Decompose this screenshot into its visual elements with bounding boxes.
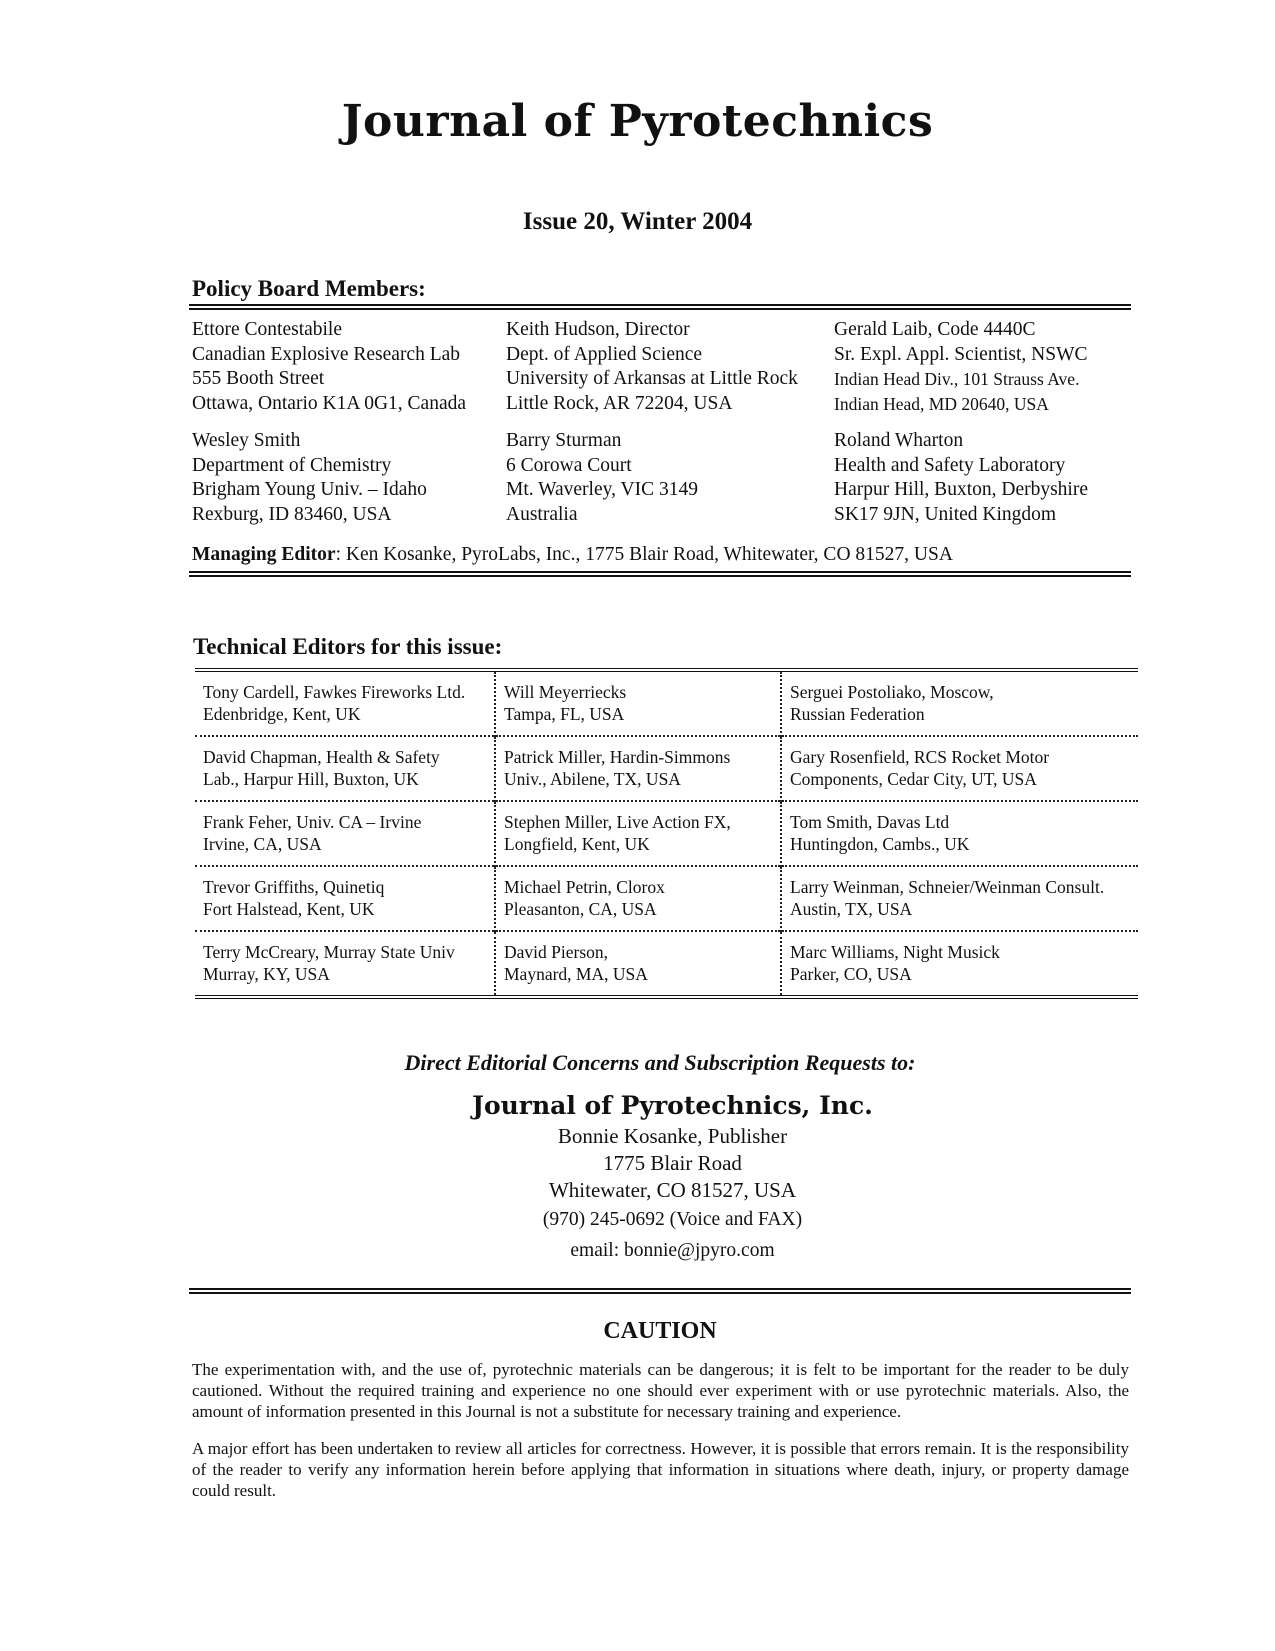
managing-editor	[192, 544, 953, 566]
table-row	[195, 866, 1138, 931]
table-row	[195, 801, 1138, 866]
editor-cell: Serguei Postoliako, Moscow, Russian Federation	[781, 670, 1138, 736]
technical-editors-table	[195, 668, 1138, 999]
editor-cell: Patrick Miller, Hardin-Simmons Univ., Abilene, TX, USA	[495, 736, 781, 801]
managing-editor-text: : Ken Kosanke, PyroLabs, Inc., 1775 Blair Road, Whitewater, CO 81527, USA	[335, 544, 953, 565]
editor-cell: Marc Williams, Night Musick Parker, CO, USA	[781, 931, 1138, 997]
editor-cell: Frank Feher, Univ. CA – Irvine Irvine, CA, USA	[195, 801, 495, 866]
policy-member-hudson: Keith Hudson, Director Dept. of Applied Science University of Arkansas at Little Rock Little Rock, AR 72204, USA	[506, 319, 798, 414]
editor-cell: Larry Weinman, Schneier/Weinman Consult. Austin, TX, USA	[781, 866, 1138, 931]
table-row	[195, 736, 1138, 801]
editor-cell: David Pierson, Maynard, MA, USA	[495, 931, 781, 997]
publisher-name: Bonnie Kosanke, Publisher	[557, 1124, 788, 1148]
editor-cell: Michael Petrin, Clorox Pleasanton, CA, USA	[495, 866, 781, 931]
editor-cell: Terry McCreary, Murray State Univ Murray, KY, USA	[195, 931, 495, 997]
policy-member-contestabile: Ettore Contestabile Canadian Explosive Research Lab 555 Booth Street Ottawa, Ontario K1A 0G1, Canada	[192, 319, 467, 414]
policy-member-wharton: Roland Wharton Health and Safety Laboratory Harpur Hill, Buxton, Derbyshire SK17 9JN, United Kingdom	[834, 430, 1088, 525]
journal-title: Journal of Pyrotechnics	[341, 96, 934, 147]
contact-heading: Direct Editorial Concerns and Subscription Requests to:	[404, 1050, 916, 1075]
caution-heading: CAUTION	[603, 1318, 717, 1344]
table-row	[195, 931, 1138, 997]
editor-cell: Gary Rosenfield, RCS Rocket Motor Components, Cedar City, UT, USA	[781, 736, 1138, 801]
editor-cell: Stephen Miller, Live Action FX, Longfield, Kent, UK	[495, 801, 781, 866]
editor-cell: Tom Smith, Davas Ltd Huntingdon, Cambs., UK	[781, 801, 1138, 866]
policy-board-bottom-rule	[189, 571, 1131, 577]
table-row	[195, 670, 1138, 736]
technical-editors-heading: Technical Editors for this issue:	[193, 634, 503, 659]
publisher-phone: (970) 245-0692 (Voice and FAX)	[542, 1209, 803, 1230]
caution-paragraph-2: A major effort has been undertaken to review all articles for correctness. However, it is possible that errors remain. It is the responsibility of the reader to verify any information herein before applying that information in situations where death, injury, or property damage could result.	[192, 1439, 1129, 1500]
publisher-city: Whitewater, CO 81527, USA	[548, 1178, 797, 1202]
issue-label: Issue 20, Winter 2004	[522, 208, 753, 235]
editor-cell: David Chapman, Health & Safety Lab., Harpur Hill, Buxton, UK	[195, 736, 495, 801]
editor-cell: Will Meyerriecks Tampa, FL, USA	[495, 670, 781, 736]
publisher-street: 1775 Blair Road	[603, 1151, 742, 1175]
publisher-company: Journal of Pyrotechnics, Inc.	[472, 1091, 873, 1120]
policy-board-top-rule	[189, 304, 1131, 310]
policy-member-sturman: Barry Sturman 6 Corowa Court Mt. Waverley, VIC 3149 Australia	[506, 430, 698, 525]
policy-member-laib: Gerald Laib, Code 4440C Sr. Expl. Appl. Scientist, NSWC Indian Head Div., 101 Strauss Ave. Indian Head, MD 20640, USA	[834, 319, 1088, 414]
policy-member-smith: Wesley Smith Department of Chemistry Brigham Young Univ. – Idaho Rexburg, ID 83460, USA	[192, 430, 427, 525]
managing-editor-label: Managing Editor	[192, 544, 336, 565]
contact-bottom-rule	[189, 1288, 1131, 1294]
editor-cell: Trevor Griffiths, Quinetiq Fort Halstead, Kent, UK	[195, 866, 495, 931]
policy-board-heading: Policy Board Members:	[192, 276, 426, 301]
publisher-email[interactable]: email: bonnie@jpyro.com	[570, 1240, 775, 1261]
editor-cell: Tony Cardell, Fawkes Fireworks Ltd. Edenbridge, Kent, UK	[203, 682, 466, 724]
caution-paragraph-1: The experimentation with, and the use of, pyrotechnic materials can be dangerous; it is felt to be important for the reader to be duly cautioned. Without the required training and experience no one should ever experiment with or use pyrotechnic materials. Also, the amount of information presented in this Journal is not a substitute for necessary training and experience.	[192, 1360, 1129, 1421]
